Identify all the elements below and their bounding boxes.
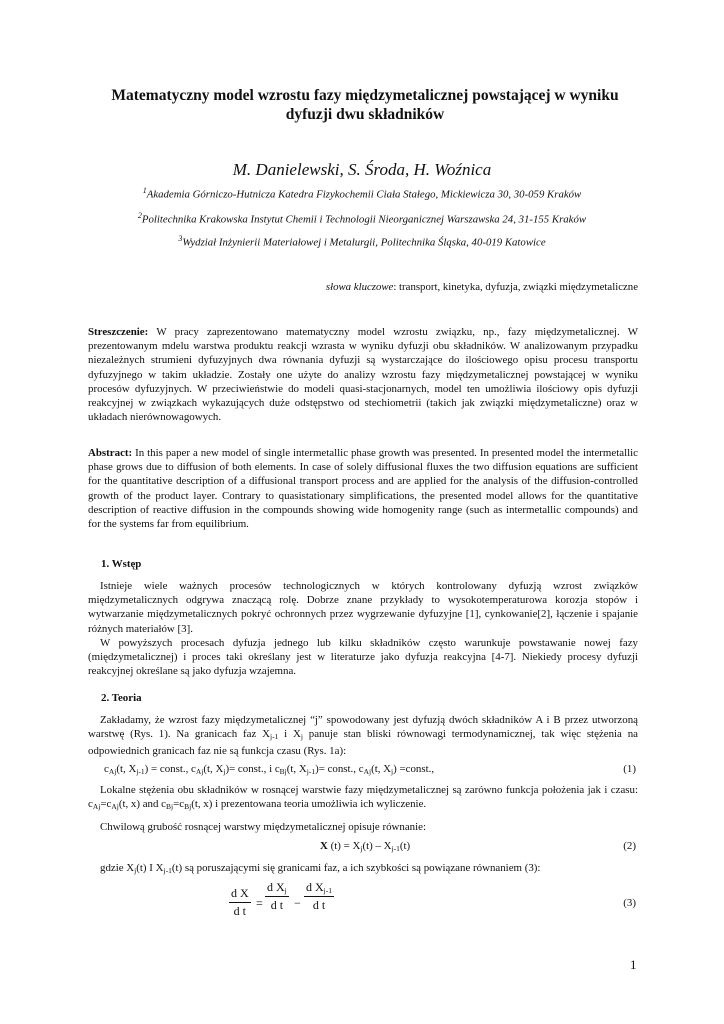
affiliation-3-sup: 3 [178,234,183,243]
abstract-pl [88,325,638,424]
affiliation-1-text: Akademia Górniczo-Hutnicza Katedra Fizykochemii Ciała Stałego, Mickiewicza 30, 30-059 Kraków [146,188,582,201]
affiliation-1-sup: 1 [142,186,147,195]
equation-3-minus: − [294,896,301,910]
authors: M. Danielewski, S. Środa, H. Woźnica [232,160,492,179]
affiliation-2 [0,211,724,226]
keywords-label: słowa kluczowe [325,281,394,293]
section-2-paragraph-1 [88,713,638,759]
section-2-heading: 2. Teoria [101,692,142,704]
abstract-pl-text: W pracy zaprezentowano matematyczny model wzrostu związku, np., fazy międzymetalicznej. W prezentowanym mdelu warstwa produktu reakcji wzrasta w wyniku dyfuzji obu składników. W analizowanym przypadku niezależnych strumieni dyfuzyjnych dwa równania dyfuzji są wystarczające do ilościowego opisu procesu transportu dyfuzyjnego w takim układzie. Zostały one użyte do analizy wzrostu fazy międzymetalicznej powstającej w wyniku procesów dyfuzyjnych. W przeciwieństwie do modeli quasi-stacjonarnych, model ten umożliwia ilościowy opis dyfuzji reakcyjnej w związkach wykazujących duże odstępstwo od stechiometrii (takich jak związki międzymetaliczne) oraz w układach nierównowagowych. [88,326,638,424]
paper-title: Matematyczny model wzrostu fazy międzymetalicznej powstającej w wyniku dyfuzji dwu składników [111,87,619,123]
abstract-en-text: In this paper a new model of single intermetallic phase growth was presented. In presented model the intermetallic phase grows due to diffusion of both elements. In case of solely diffusional fluxes the two diffusion equations are sufficient for the quantitative description of a diffusional transport process and are applied for the analysis of the diffusion-controlled growth of the product layer. Contrary to quasistationary simplifications, the presented model allows for the quantitative description of reactive diffusion in the compounds showing wide homogenity range (such as intermetallic compounds) and for the systems far from equilibrium. [88,447,638,531]
abstract-en [88,446,638,531]
affiliation-3 [0,234,724,249]
keywords [326,281,638,293]
equation-3-lhs: $\frac{\text{d X}}{\text{d t}}$ [231,886,249,918]
p1-sub-b: j [300,732,303,742]
page-number: 1 [630,957,637,972]
section-1-paragraph-2: W powyższych procesach dyfuzja jednego lub kilku składników często warunkuje powstawanie nowej fazy (międzymetalicznej) i proces taki określany jest w literaturze jako dyfuzja reakcyjna [4-7]. Niekiedy procesy dyfuzji reakcyjnej określane są jako dyfuzja wzajemna. [88,637,638,678]
affiliation-1 [0,186,724,201]
affiliation-3-text: Wydział Inżynierii Materiałowej i Metalurgii, Politechnika Śląska, 40-019 Katowice [182,236,546,249]
equation-2-number: (2) [623,840,636,852]
equation-1: $c_{Aj}(t$, $X_{j-1}$) = const., $c_{Aj}(t$, $X_j)=$ const., i $c_{Bj}(t$, $X_{j-1})=$ const., $c_{Aj}(t$, $X_j$) =const., [104,763,435,776]
equation-1-number: (1) [623,763,636,775]
section-2-paragraph-3: Chwilową grubość rosnącej warstwy międzymetalicznej opisuje równanie: [100,821,427,833]
abstract-pl-label: Streszczenie: [88,326,149,338]
keywords-text: : transport, kinetyka, dyfuzja, związki międzymetaliczne [393,281,638,293]
p1-sub-a: j-1 [269,732,279,742]
equation-3-equals: = [256,896,263,910]
equation-3-term-2: $\frac{d X_{j-1}}{\text{d t}}$ [306,880,333,912]
p1-text-a: Zakładamy, że wzrost fazy międzymetalicznej “j” spowodowany jest dyfuzją dwóch składników A i B przez utworzoną warstwę (Rys. 1). Na granicach faz X [88,714,638,741]
equation-3-number: (3) [623,897,636,909]
abstract-en-label: Abstract: [88,447,133,459]
section-2-paragraph-2: Lokalne stężenia obu składników w rosnącej warstwie fazy międzymetalicznej są zarówno funkcja położenia jak i czasu: $c_{Aj}=c_{Aj}(t$, x) and $c_{Bj}=c_{Bj}(t$, x) i prezentowana teoria umożliwia ich wyliczenie. [88,784,638,812]
section-2-paragraph-4: gdzie $X_j(t)$ I $X_{j-1}(t)$ są poruszającymi się granicami faz, a ich szybkości są powiązane równaniem (3): [100,862,541,875]
section-1-paragraph-1: Istnieje wiele ważnych procesów technologicznych w których kontrolowany dyfuzją wzrost związków międzymetalicznych odgrywa znaczącą rolę. Dobrze znane przykłady to wysokotemperaturowa korozja stopów i wytwarzanie międzymetalicznych pokryć ochronnych przez wygrzewanie dyfuzyjne [1], cynkowanie[2], łączenie i spajanie różnych materiałów [3]. [88,580,638,635]
p1-text-b: i X [278,728,301,741]
p1-text-c: panuje stan bliski równowagi termodynamicznej, tak więc stężenia na odpowiednich granicach faz nie są funkcja czasu (Rys. 1a): [88,728,638,758]
section-1-heading: 1. Wstęp [101,558,142,570]
equation-2: X $(t) = X_j(t) - X_{j-1}(t)$ [320,840,411,853]
affiliation-2-text: Politechnika Krakowska Instytut Chemii i Technologii Nieorganicznej Warszawska 24, 31-155 Kraków [141,213,587,226]
equation-3-term-1: $\frac{d X_j}{\text{d t}}$ [267,880,287,912]
affiliation-2-sup: 2 [137,211,142,220]
